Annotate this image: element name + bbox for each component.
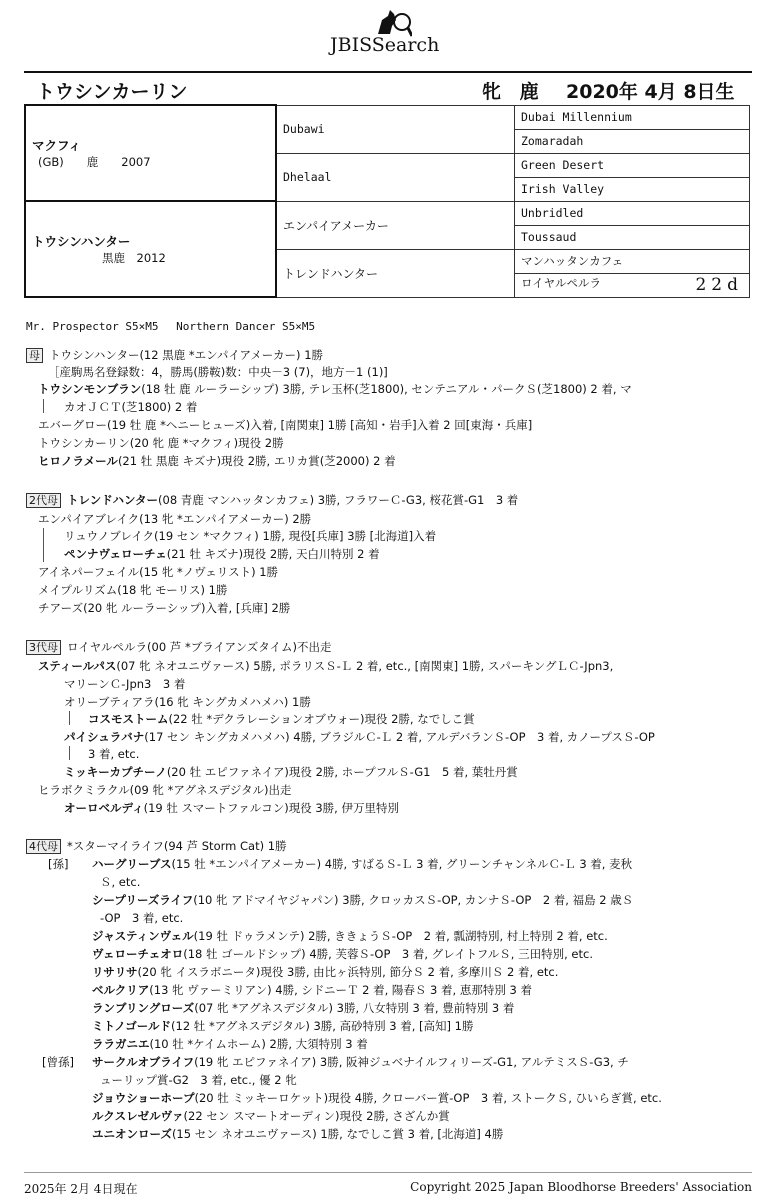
family-line: ララガニエ(10 牡 *ケイムホーム) 2勝, 大須特別 3 着 xyxy=(92,1037,368,1051)
family-line: エンパイアブレイク(13 牝 *エンパイアメーカー) 2勝 xyxy=(38,512,312,526)
gen2-cell[interactable]: Dhelaal xyxy=(276,153,515,201)
family-line: スティールパス(07 牝 ネオユニヴァース) 5勝, ポラリスＳ-Ｌ 2 着, etc., [南関東] 1勝, スパーキングＬＣ-Jpn3, xyxy=(38,659,614,673)
family-line: サークルオブライフ(19 牝 エピファネイア) 3勝, 阪神ジュベナイルフィリーズ-G1, アルテミスＳ-G3, チ xyxy=(92,1055,629,1069)
gen3-cell[interactable]: Unbridled xyxy=(515,201,750,225)
grandchild-label: [孫] xyxy=(48,857,69,871)
family-line: ユニオンローズ(15 セン ネオユニヴァース) 1勝, なでしこ賞 3 着, [北海道] 4勝 xyxy=(92,1127,504,1141)
section-tag-3rd-dam: 3代母 xyxy=(26,640,61,655)
family-line: 2代母 トレンドハンター(08 青鹿 マンハッタンカフェ) 3勝, フラワーＣ-G3, 桜花賞-G1 3 着 xyxy=(26,492,518,508)
family-line: ヒロノラメール(21 牡 黒鹿 キズナ)現役 2勝, エリカ賞(芝2000) 2 着 xyxy=(38,454,396,468)
sire-name[interactable]: マクフィ xyxy=(32,138,82,153)
sex-color: 牝 鹿 xyxy=(482,81,545,103)
section-tag-2nd-dam: 2代母 xyxy=(26,493,61,508)
family-line: トウシンモンブラン(18 牡 鹿 ルーラーシップ) 3勝, テレ玉杯(芝1800), センテニアル・パークＳ(芝1800) 2 着, マ xyxy=(38,382,632,396)
family-line: リサリサ(20 牝 イスラボニータ)現役 3勝, 由比ヶ浜特別, 節分Ｓ 2 着, 多摩川Ｓ 2 着, etc. xyxy=(92,965,559,979)
jbis-search-logo[interactable] xyxy=(328,8,460,54)
family-line: オリーブティアラ(16 牝 キングカメハメハ) 1勝 xyxy=(64,695,311,709)
gen3-cell[interactable]: Irish Valley xyxy=(515,177,750,201)
family-line: ルクスレゼルヴァ(22 セン スマートオーディン)現役 2勝, さざんか賞 xyxy=(92,1109,450,1123)
gen2-cell[interactable]: トレンドハンター xyxy=(276,249,515,297)
family-line: チアーズ(20 牝 ルーラーシップ)入着, [兵庫] 2勝 xyxy=(38,601,291,615)
family-line: メイプルリズム(18 牝 モーリス) 1勝 xyxy=(38,583,228,597)
pedigree-table xyxy=(24,104,750,298)
gen2-cell[interactable]: Dubawi xyxy=(276,105,515,153)
family-line: ヒラボクミラクル(09 牝 *アグネスデジタル)出走 xyxy=(38,783,292,797)
family-line: ハーグリーブス(15 牡 *エンパイアメーカー) 4勝, すばるＳ-Ｌ 3 着, グリーンチャンネルＣ-Ｌ 3 着, 麦秋 xyxy=(92,857,633,871)
gen3-cell[interactable]: Toussaud xyxy=(515,225,750,249)
family-line: ジョウショーホープ(20 牡 ミッキーロケット)現役 4勝, クローバー賞-OP 3 着, ストークＳ, ひいらぎ賞, etc. xyxy=(92,1091,662,1105)
family-line: ランブリングローズ(07 牝 *アグネスデジタル) 3勝, 八女特別 3 着, 豊前特別 3 着 xyxy=(92,1001,515,1015)
footer-divider xyxy=(24,1172,752,1173)
family-line: 3 着, etc. xyxy=(88,747,140,761)
header-divider xyxy=(24,71,752,73)
tree-connector xyxy=(69,711,70,725)
tree-connector xyxy=(43,528,44,562)
dosage-code: 22d xyxy=(695,275,743,295)
family-line: カオＪＣＴ(芝1800) 2 着 xyxy=(64,400,198,414)
family-line: ミッキーカプチーノ(20 牡 エピファネイア)現役 2勝, ホープフルＳ-G1 5 着, 葉牡丹賞 xyxy=(64,765,518,779)
gen3-cell[interactable]: マンハッタンカフェ xyxy=(515,249,750,273)
tree-connector xyxy=(43,399,44,413)
gen2-cell[interactable]: エンパイアメーカー xyxy=(276,201,515,249)
dam-name[interactable]: トウシンハンター xyxy=(32,234,131,249)
family-line: アイネパーフェイル(15 牝 *ノヴェリスト) 1勝 xyxy=(38,565,279,579)
family-line: -OP 3 着, etc. xyxy=(100,911,184,925)
family-line: ジャスティンヴェル(19 牡 ドゥラメンテ) 2勝, ききょうＳ-OP 2 着, 瓢湖特別, 村上特別 2 着, etc. xyxy=(92,929,608,943)
family-line: リュウノブレイク(19 セン *マクフィ) 1勝, 現役[兵庫] 3勝 [北海道]入着 xyxy=(64,529,437,543)
family-line: トウシンカーリン(20 牝 鹿 *マクフィ)現役 2勝 xyxy=(38,436,284,450)
gen3-cell[interactable]: Zomaradah xyxy=(515,129,750,153)
sire-detail: (GB) 鹿 2007 xyxy=(38,155,151,169)
family-line: パイシュラバナ(17 セン キングカメハメハ) 4勝, ブラジルＣ-Ｌ 2 着, アルデバランＳ-OP 3 着, カノープスＳ-OP xyxy=(64,730,655,744)
family-line: ミトノゴールド(12 牡 *アグネスデジタル) 3勝, 高砂特別 3 着, [高知] 1勝 xyxy=(92,1019,474,1033)
gen3-cell[interactable]: Green Desert xyxy=(515,153,750,177)
family-line: オーロベルディ(19 牡 スマートファルコン)現役 3勝, 伊万里特別 xyxy=(64,801,399,815)
family-line: シープリーズライフ(10 牝 アドマイヤジャパン) 3勝, クロッカスＳ-OP, カンナＳ-OP 2 着, 福島 2 歳Ｓ xyxy=(92,893,634,907)
gen3-name[interactable]: ロイヤルペルラ xyxy=(521,276,602,290)
sire-cell xyxy=(25,105,276,201)
horse-name: トウシンカーリン xyxy=(36,81,188,103)
dam-detail: 黒鹿 2012 xyxy=(102,251,166,265)
family-line: Ｓ, etc. xyxy=(100,875,141,889)
family-line: ベルクリア(13 牝 ヴァーミリアン) 4勝, シドニーＴ 2 着, 陽春Ｓ 3 着, 恵那特別 3 着 xyxy=(92,983,532,997)
logo-text: JBISSearch xyxy=(330,34,440,56)
as-of-date: 2025年 2月 4日現在 xyxy=(24,1182,138,1196)
tree-connector xyxy=(69,746,70,760)
section-tag-4th-dam: 4代母 xyxy=(26,839,61,854)
great-grandchild-label: [曾孫] xyxy=(42,1055,74,1069)
family-line: 3代母 ロイヤルペルラ(00 芦 *ブライアンズタイム)不出走 xyxy=(26,639,331,655)
gen3-cell[interactable]: Dubai Millennium xyxy=(515,105,750,129)
dam-cell xyxy=(25,201,276,297)
family-line: ［産駒馬名登録数：4，勝馬(勝鞍)数：中央－3 (7)，地方－1 (1)] xyxy=(48,365,388,379)
section-tag-dam: 母 xyxy=(26,348,43,363)
family-line: 母 トウシンハンター(12 黒鹿 *エンパイアメーカー) 1勝 xyxy=(26,347,323,363)
family-line: ペンナヴェローチェ(21 牡 キズナ)現役 2勝, 天白川特別 2 着 xyxy=(64,547,380,561)
family-line: エバーグロー(19 牡 鹿 *ヘニーヒューズ)入着, [南関東] 1勝 [高知・岩手]入着 2 回[東海・兵庫] xyxy=(38,418,533,432)
family-line: マリーンＣ-Jpn3 3 着 xyxy=(64,677,186,691)
inbreeding-note: Mr. Prospector S5×M5 Northern Dancer S5×M5 xyxy=(26,320,316,333)
family-line: ヴェローチェオロ(18 牡 ゴールドシップ) 4勝, 芙蓉Ｓ-OP 3 着, グレイトフルＳ, 三田特別, etc. xyxy=(92,947,593,961)
family-line: 4代母 *スターマイライフ(94 芦 Storm Cat) 1勝 xyxy=(26,838,287,854)
gen3-cell-last xyxy=(515,273,750,297)
family-line: コスモストーム(22 牡 *デクラレーションオブウォー)現役 2勝, なでしこ賞 xyxy=(88,712,475,726)
birth-date: 2020年 4月 8日生 xyxy=(566,81,735,103)
copyright: Copyright 2025 Japan Bloodhorse Breeders' Association xyxy=(410,1180,752,1194)
family-line: ューリップ賞-G2 3 着, etc., 優 2 牝 xyxy=(100,1073,297,1087)
